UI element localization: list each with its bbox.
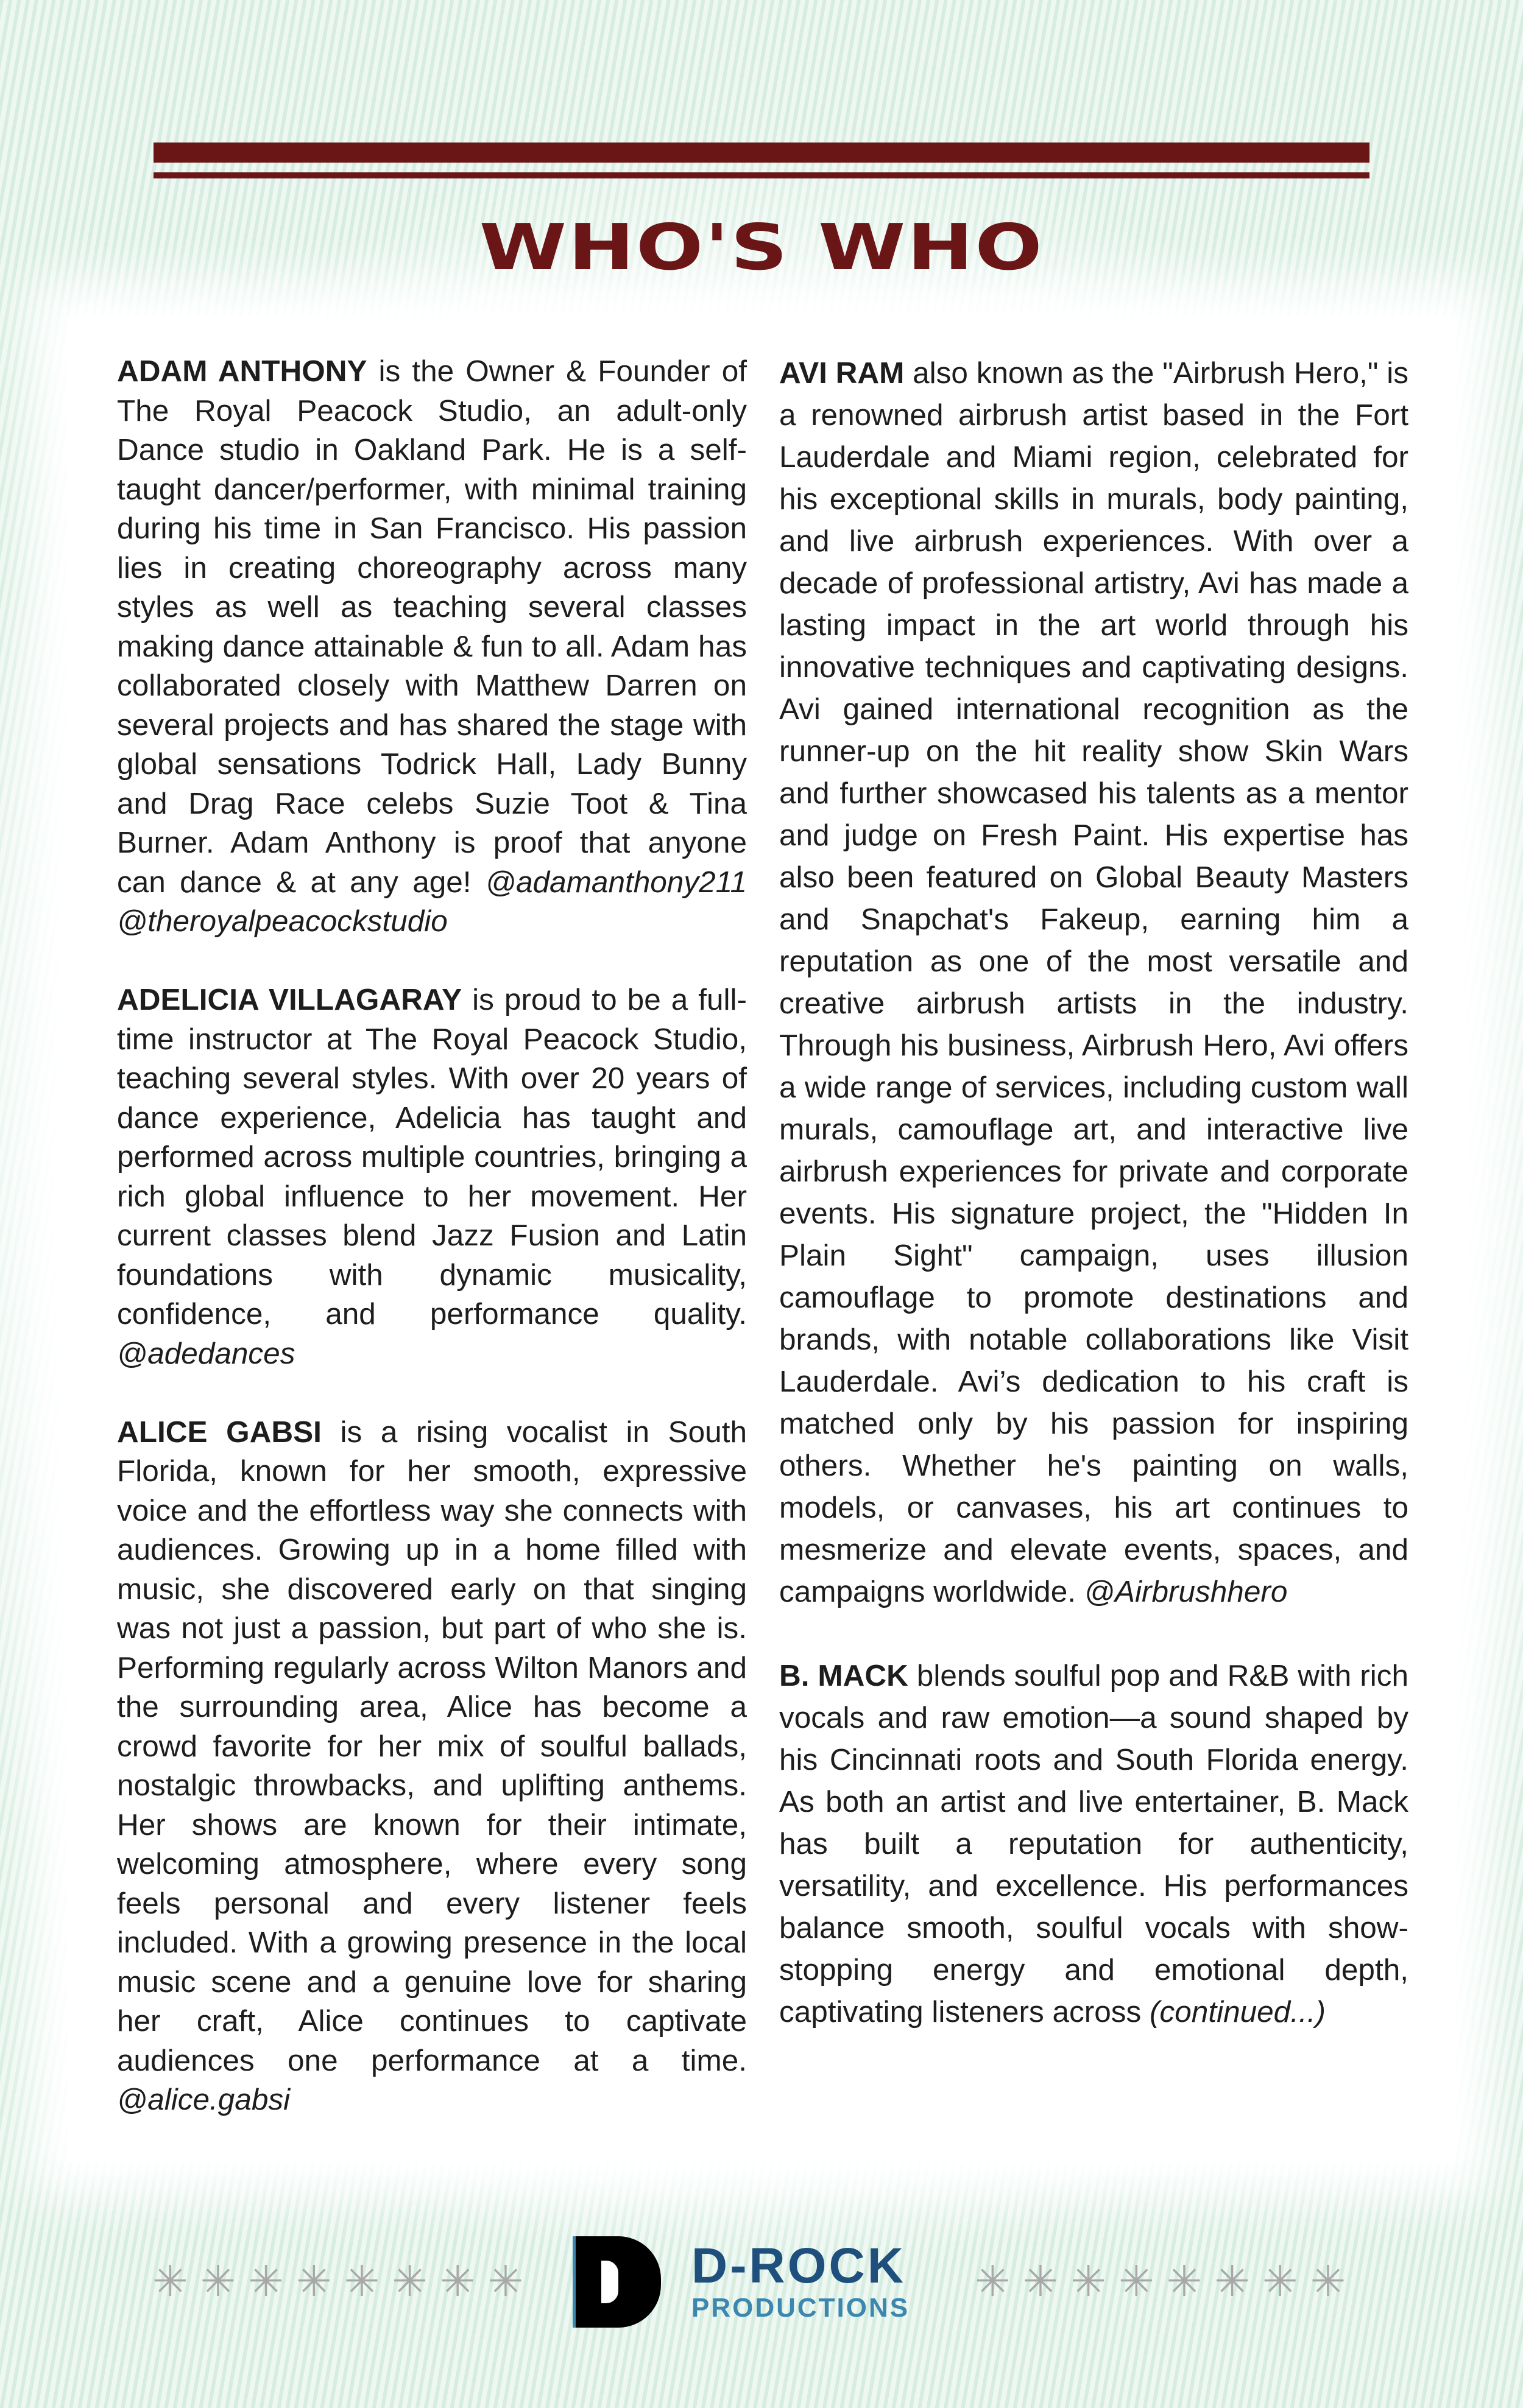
- star-divider-left-icon: ✳✳✳✳✳✳✳✳: [152, 2258, 536, 2305]
- star-divider-right-icon: ✳✳✳✳✳✳✳✳: [975, 2258, 1359, 2305]
- bio-avi-ram: [779, 352, 1408, 1613]
- bio-handle: @Airbrushhero: [1084, 1575, 1288, 1608]
- bio-handle: @alice.gabsi: [117, 2083, 291, 2116]
- d-logo-icon: [576, 2236, 661, 2328]
- bio-text: is a rising vocalist in South Florida, known for her smooth, expressive voice and the effortless way she connects with audiences. Growing up in a home filled with music, she discovered early on that singing was not just a passion, but part of who she is. Performing regularly across Wilton Manors and the surrounding area, Alice has become a crowd favorite for her mix of soulful ballads, nostalgic throwbacks, and uplifting anthems. Her shows are known for their intimate, welcoming atmosphere, where every song feels personal and every listener feels included. With a growing presence in the local music scene and a genuine love for sharing her craft, Alice continues to captivate audiences one performance at a time.: [117, 1415, 747, 2077]
- bio-name: AVI RAM: [779, 356, 905, 390]
- bio-continued: (continued...): [1150, 1995, 1326, 2029]
- logo-subtitle: PRODUCTIONS: [691, 2293, 910, 2323]
- bio-adam-anthony: [117, 352, 747, 942]
- bio-text: also known as the "Airbrush Hero," is a renowned airbrush artist based in the Fort Lauderdale and Miami region, celebrated for his exceptional skills in murals, body painting, and live airbrush experiences. With over a decade of professional artistry, Avi has made a lasting impact in the art world through his innovative techniques and captivating designs. Avi gained international recognition as the runner-up on the hit reality show Skin Wars and further showcased his talents as a mentor and judge on Fresh Paint. His expertise has also been featured on Global Beauty Masters and Snapchat's Fakeup, earning him a reputation as one of the most versatile and creative airbrush artists in the industry. Through his business, Airbrush Hero, Avi offers a wide range of services, including custom wall murals, camouflage art, and interactive live airbrush experiences for private and corporate events. His signature project, the "Hidden In Plain Sight" campaign, uses illusion camouflage to promote destinations and brands, with notable collaborations like Visit Lauderdale. Avi’s dedication to his craft is matched only by his passion for inspiring others. Whether he's painting on walls, models, or canvases, his art continues to mesmerize and elevate events, spaces, and campaigns worldwide.: [779, 356, 1408, 1608]
- bio-name: ALICE GABSI: [117, 1415, 322, 1449]
- right-column: [779, 352, 1408, 2075]
- bio-adelicia-villagaray: [117, 980, 747, 1373]
- header-rule-thin: [154, 172, 1369, 178]
- bio-handle: @adedances: [117, 1336, 295, 1370]
- page-title: WHO'S WHO: [479, 210, 1044, 284]
- logo-wordmark: D-ROCK: [691, 2238, 906, 2294]
- bio-name: B. MACK: [779, 1659, 908, 1692]
- bio-text: is proud to be a full-time instructor at The Royal Peacock Studio, teaching several styles. With over 20 years of dance experience, Adelicia has taught and performed across multiple countries, bringing a rich global influence to her movement. Her current classes blend Jazz Fusion and Latin foundations with dynamic musicality, confidence, and performance quality.: [117, 983, 747, 1331]
- bio-name: ADAM ANTHONY: [117, 354, 367, 388]
- bio-alice-gabsi: [117, 1413, 747, 2120]
- left-column: [117, 352, 747, 2159]
- bio-handle: @adamanthony211 @theroyalpeacockstudio: [117, 865, 747, 938]
- bio-text: is the Owner & Founder of The Royal Peacock Studio, an adult-only Dance studio in Oakland Park. He is a self-taught dancer/performer, with minimal training during his time in San Francisco. His passion lies in creating choreography across many styles as well as teaching several classes making dance attainable & fun to all. Adam has collaborated closely with Matthew Darren on several projects and has shared the stage with global sensations Todrick Hall, Lady Bunny and Drag Race celebs Suzie Toot & Tina Burner. Adam Anthony is proof that anyone can dance & at any age!: [117, 354, 747, 899]
- d-rock-productions-logo: [576, 2236, 953, 2328]
- bio-text: blends soulful pop and R&B with rich vocals and raw emotion—a sound shaped by his Cincinnati roots and South Florida energy. As both an artist and live entertainer, B. Mack has built a reputation for authenticity, versatility, and excellence. His performances balance smooth, soulful vocals with show-stopping energy and emotional depth, captivating listeners across: [779, 1659, 1408, 2029]
- bio-name: ADELICIA VILLAGARAY: [117, 983, 462, 1016]
- bio-b-mack: [779, 1655, 1408, 2033]
- header-rule-thick: [154, 143, 1369, 163]
